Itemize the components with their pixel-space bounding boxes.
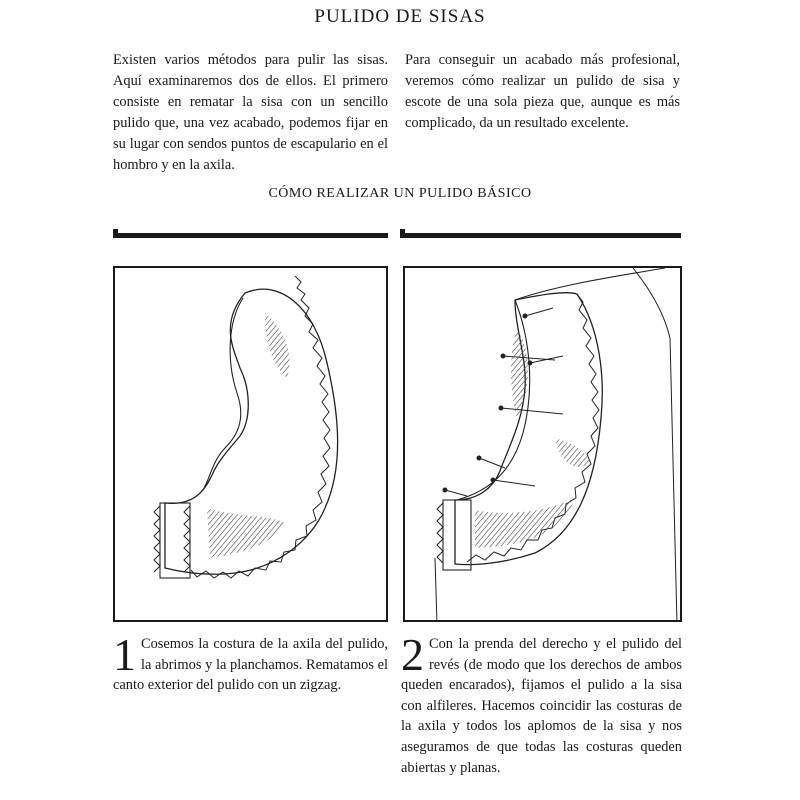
armhole-facing-zigzag-illustration	[115, 268, 388, 622]
step-2-description: Con la prenda del derecho y el pulido del revés (de modo que los derechos de ambos queden encarados), fijamos el pulido a la sisa con alfileres. Hacemos coincidir las costuras de la axila y todos los aplomos de la sisa y nos aseguramos de que todas las costuras queden abiertas y planas.	[401, 636, 682, 776]
step-1-illustration-frame	[113, 266, 388, 622]
step-1-rule	[113, 233, 388, 238]
step-2-illustration-frame	[403, 266, 682, 622]
facing-pinned-to-armhole-illustration	[405, 268, 682, 622]
step-2-rule	[400, 233, 681, 238]
step-2-number: 2	[401, 629, 424, 680]
step-1-description: Cosemos la costura de la axila del pulido, la abrimos y la planchamos. Rematamos el canto exterior del pulido con un zigzag.	[113, 636, 388, 694]
step-2-text	[401, 629, 682, 778]
step-1-text	[113, 629, 388, 696]
step-1-number: 1	[113, 629, 136, 680]
section-heading: CÓMO REALIZAR UN PULIDO BÁSICO	[268, 186, 532, 201]
intro-paragraph-left: Existen varios métodos para pulir las sisas. Aquí examinaremos dos de ellos. El primero consiste en rematar la sisa con un sencillo pulido que, una vez acabado, podemos fijar en su lugar con sendos puntos de escapulario en el hombro y en la axila.	[113, 52, 388, 173]
intro-paragraph-right: Para conseguir un acabado más profesional, veremos cómo realizar un pulido de sisa y escote de una sola pieza que, aunque es más complicado, da un resultado excelente.	[405, 52, 680, 131]
page-title: PULIDO DE SISAS	[314, 6, 486, 27]
